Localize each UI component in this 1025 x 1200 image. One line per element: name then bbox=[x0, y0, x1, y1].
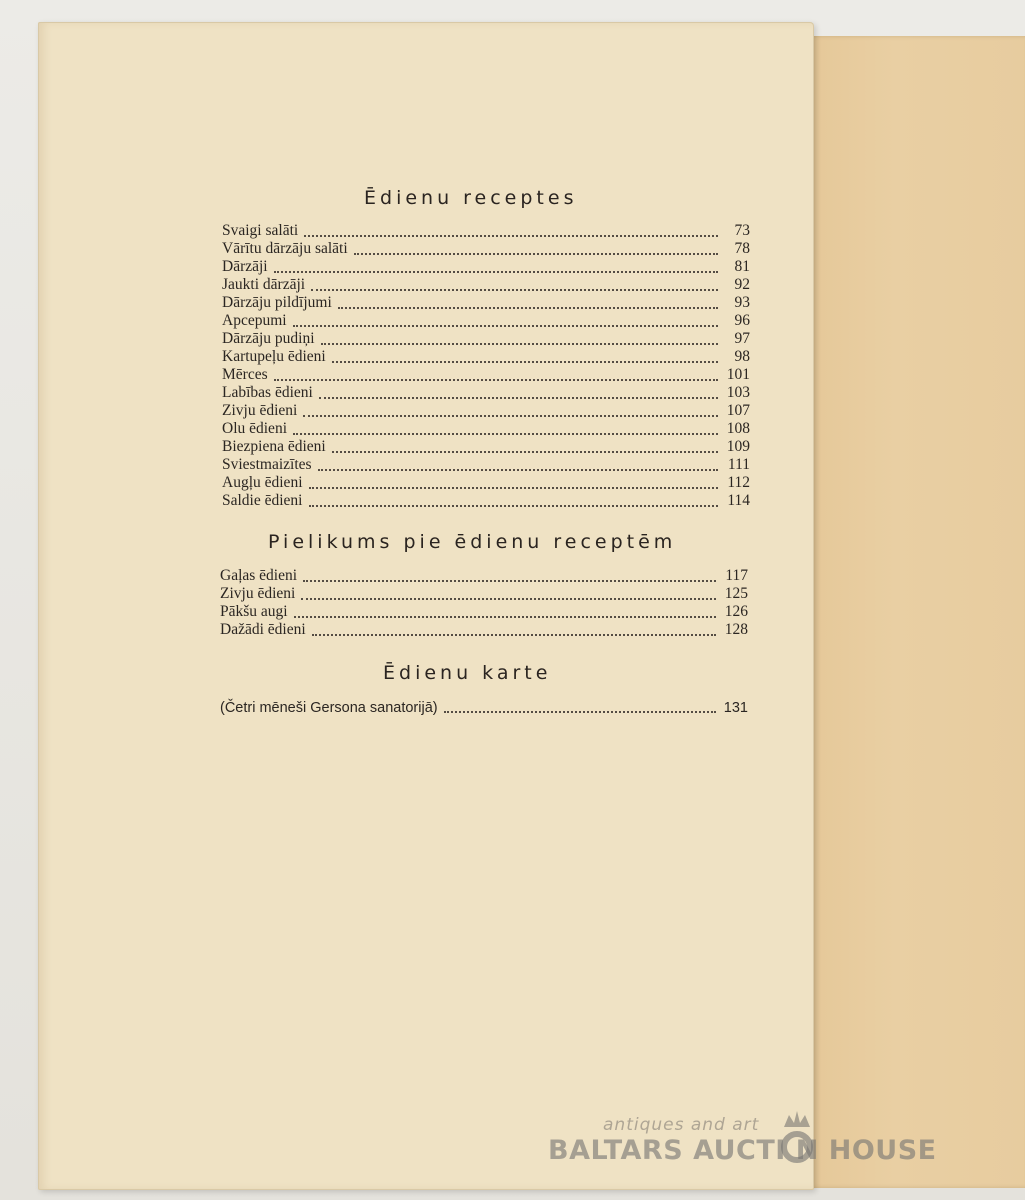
leader-dots bbox=[309, 504, 719, 507]
leader-dots bbox=[303, 579, 716, 582]
toc-page: 73 bbox=[734, 222, 750, 239]
toc-page: 112 bbox=[727, 474, 750, 491]
toc-label: Dārzāju pildījumi bbox=[222, 294, 332, 311]
leader-dots bbox=[321, 342, 718, 345]
toc-label: (Četri mēneši Gersona sanatorijā) bbox=[220, 700, 438, 716]
toc-page: 108 bbox=[726, 420, 750, 437]
leader-dots bbox=[293, 324, 718, 327]
leader-dots bbox=[318, 468, 718, 471]
leader-dots bbox=[444, 710, 716, 713]
leader-dots bbox=[332, 450, 718, 453]
leader-dots bbox=[304, 234, 718, 237]
toc-row bbox=[222, 420, 750, 438]
toc-page: 117 bbox=[725, 567, 748, 584]
toc-row bbox=[220, 698, 748, 716]
toc-page: 111 bbox=[727, 456, 750, 473]
toc-label: Zivju ēdieni bbox=[222, 402, 298, 419]
toc-page: 114 bbox=[727, 492, 750, 509]
leader-dots bbox=[274, 378, 718, 381]
section-heading-appendix: Pielikums pie ēdienu receptēm bbox=[268, 531, 677, 553]
toc-page: 126 bbox=[724, 603, 748, 620]
toc-row bbox=[222, 312, 750, 330]
toc-label: Olu ēdieni bbox=[222, 420, 287, 437]
toc-page: 128 bbox=[724, 621, 748, 638]
toc-label: Svaigi salāti bbox=[222, 222, 299, 239]
toc-row bbox=[222, 276, 750, 294]
toc-page: 97 bbox=[734, 330, 750, 347]
toc-label: Sviestmaizītes bbox=[222, 456, 312, 473]
leader-dots bbox=[338, 306, 718, 309]
toc-row bbox=[222, 456, 750, 474]
toc-row bbox=[220, 567, 748, 585]
toc-label: Biezpiena ēdieni bbox=[222, 438, 326, 455]
toc-label: Saldie ēdieni bbox=[222, 492, 303, 509]
leader-dots bbox=[303, 414, 718, 417]
toc-row bbox=[222, 348, 750, 366]
toc-row bbox=[220, 603, 748, 621]
toc-page: 125 bbox=[724, 585, 748, 602]
toc-row bbox=[222, 294, 750, 312]
toc-page: 107 bbox=[726, 402, 750, 419]
leader-dots bbox=[332, 360, 718, 363]
toc-row bbox=[222, 258, 750, 276]
leader-dots bbox=[293, 432, 718, 435]
leader-dots bbox=[311, 288, 718, 291]
toc-label: Pākšu augi bbox=[220, 603, 288, 620]
toc-label: Dārzāji bbox=[222, 258, 268, 275]
toc-row bbox=[222, 240, 750, 258]
toc-page: 98 bbox=[734, 348, 750, 365]
toc-page: 96 bbox=[734, 312, 750, 329]
crown-icon bbox=[780, 1109, 814, 1169]
toc-label: Jaukti dārzāji bbox=[222, 276, 306, 293]
leader-dots bbox=[274, 270, 718, 273]
leader-dots bbox=[354, 252, 718, 255]
toc-page: 131 bbox=[723, 700, 748, 716]
toc-row bbox=[220, 585, 748, 603]
toc-row bbox=[222, 402, 750, 420]
toc-page: 103 bbox=[726, 384, 750, 401]
toc-row bbox=[222, 492, 750, 510]
toc-row bbox=[222, 366, 750, 384]
toc-label: Gaļas ēdieni bbox=[220, 567, 298, 584]
toc-label: Kartupeļu ēdieni bbox=[222, 348, 326, 365]
section-heading-menu: Ēdienu karte bbox=[383, 662, 552, 684]
toc-label: Dārzāju pudiņi bbox=[222, 330, 315, 347]
toc-row bbox=[222, 222, 750, 240]
toc-label: Zivju ēdieni bbox=[220, 585, 296, 602]
toc-row bbox=[222, 474, 750, 492]
leader-dots bbox=[301, 597, 716, 600]
toc-label: Apcepumi bbox=[222, 312, 287, 329]
toc-page: 81 bbox=[734, 258, 750, 275]
toc-row bbox=[220, 621, 748, 639]
watermark bbox=[548, 1115, 948, 1175]
book-page bbox=[38, 22, 814, 1190]
toc-page: 101 bbox=[726, 366, 750, 383]
leader-dots bbox=[309, 486, 719, 489]
toc-label: Vārītu dārzāju salāti bbox=[222, 240, 348, 257]
toc-label: Augļu ēdieni bbox=[222, 474, 303, 491]
toc-label: Mērces bbox=[222, 366, 268, 383]
section-heading-recipes: Ēdienu receptes bbox=[364, 187, 578, 209]
toc-page: 109 bbox=[726, 438, 750, 455]
leader-dots bbox=[294, 615, 716, 618]
watermark-tagline: antiques and art bbox=[603, 1115, 760, 1135]
toc-row bbox=[222, 438, 750, 456]
toc-label: Labības ēdieni bbox=[222, 384, 313, 401]
toc-label: Dažādi ēdieni bbox=[220, 621, 306, 638]
toc-row bbox=[222, 384, 750, 402]
watermark-brand: BALTARS AUCTI N HOUSE bbox=[548, 1135, 937, 1166]
toc-page: 93 bbox=[734, 294, 750, 311]
leader-dots bbox=[319, 396, 718, 399]
toc-row bbox=[222, 330, 750, 348]
leader-dots bbox=[312, 633, 716, 636]
toc-page: 92 bbox=[734, 276, 750, 293]
toc-page: 78 bbox=[734, 240, 750, 257]
